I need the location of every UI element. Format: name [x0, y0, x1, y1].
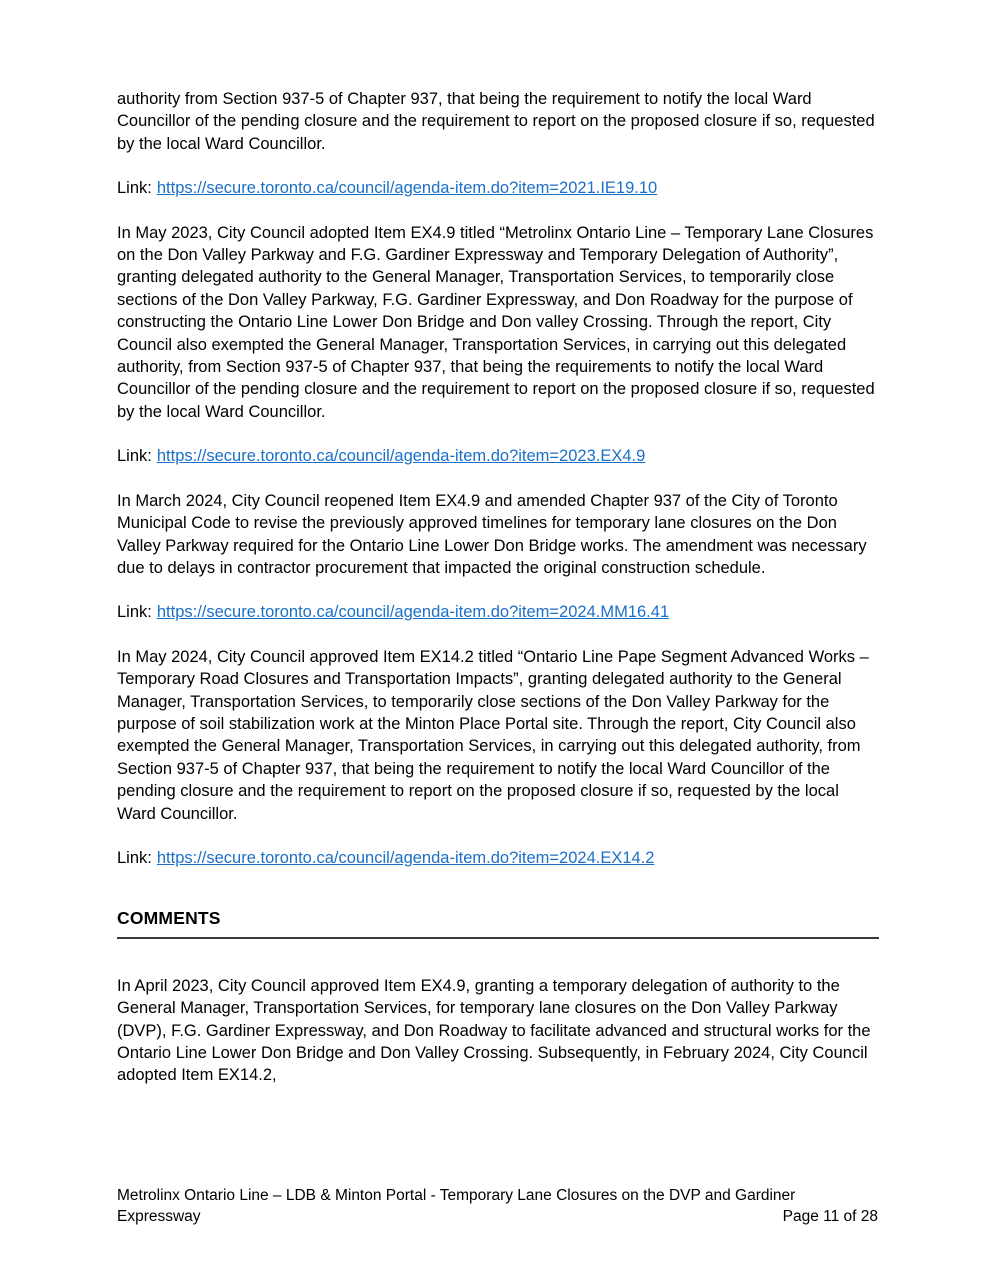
page-footer — [117, 1185, 878, 1227]
footer-title-line2: Expressway — [117, 1208, 201, 1225]
link-line-1 — [117, 177, 879, 199]
paragraph-march-2024: In March 2024, City Council reopened Item EX4.9 and amended Chapter 937 of the City of Toronto Municipal Code to revise the previously approved timelines for temporary lane closures on the Don Valley Parkway required for the Ontario Line Lower Don Bridge works. The amendment was necessary due to delays in contractor procurement that impacted the original construction schedule. — [117, 491, 867, 577]
paragraph-april-2023: In April 2023, City Council approved Item EX4.9, granting a temporary delegation of authority to the General Manager, Transportation Services, for temporary lane closures on the Don Valley Parkway (DVP), F.G. Gardiner Expressway, and Don Roadway to facilitate advanced and structural works for the Ontario Line Lower Don Bridge and Don Valley Crossing. Subsequently, in February 2024, City Council adopted Item EX14.2, — [117, 976, 871, 1085]
link-line-4 — [117, 847, 879, 869]
agenda-item-link-2021-ie19-10[interactable]: https://secure.toronto.ca/council/agenda-item.do?item=2021.IE19.10 — [156, 179, 658, 198]
paragraph-continuation: authority from Section 937-5 of Chapter 937, that being the requirement to notify the local Ward Councillor of the pending closure and the requirement to report on the proposed closure if so, requested by the local Ward Councillor. — [117, 90, 875, 153]
link-label: Link: — [117, 447, 152, 466]
agenda-item-link-2024-ex14-2[interactable]: https://secure.toronto.ca/council/agenda-item.do?item=2024.EX14.2 — [156, 848, 655, 867]
footer-title-line1: Metrolinx Ontario Line – LDB & Minton Portal - Temporary Lane Closures on the DVP and Gardiner — [117, 1187, 796, 1204]
link-label: Link: — [117, 848, 152, 867]
agenda-item-link-2024-mm16-41[interactable]: https://secure.toronto.ca/council/agenda-item.do?item=2024.MM16.41 — [156, 603, 670, 622]
paragraph-may-2023: In May 2023, City Council adopted Item EX4.9 titled “Metrolinx Ontario Line – Temporary Lane Closures on the Don Valley Parkway and F.G. Gardiner Expressway and Temporary Delegation of Authority”, granting delegated authority to the General Manager, Transportation Services, to temporarily close sections of the Don Valley Parkway, F.G. Gardiner Expressway, and Don Roadway for the purpose of constructing the Ontario Line Lower Don Bridge and Don valley Crossing. Through the report, City Council also exempted the General Manager, Transportation Services, in carrying out this delegated authority, from Section 937-5 of Chapter 937, that being the requirements to notify the local Ward Councillor of the pending closure and the requirement to report on the proposed closure if so, requested by the local Ward Councillor. — [117, 223, 875, 421]
page-number: Page 11 of 28 — [782, 1208, 878, 1225]
agenda-item-link-2023-ex4-9[interactable]: https://secure.toronto.ca/council/agenda-item.do?item=2023.EX4.9 — [156, 447, 646, 466]
link-label: Link: — [117, 603, 152, 622]
link-line-2 — [117, 445, 879, 467]
link-label: Link: — [117, 179, 152, 198]
paragraph-may-2024: In May 2024, City Council approved Item EX14.2 titled “Ontario Line Pape Segment Advanced Works – Temporary Road Closures and Transportation Impacts”, granting delegated authority to the General Manager, Transportation Services, to temporarily close sections of the Don Valley Parkway for the purpose of soil stabilization work at the Minton Place Portal site. Through the report, City Council also exempted the General Manager, Transportation Services, in carrying out this delegated authority, from Section 937-5 of Chapter 937, that being the requirement to notify the local Ward Councillor of the pending closure and the requirement to report on the proposed closure if so, requested by the local Ward Councillor. — [117, 647, 869, 823]
link-line-3 — [117, 601, 879, 623]
comments-heading: COMMENTS — [117, 907, 879, 938]
page-content — [117, 88, 879, 1109]
